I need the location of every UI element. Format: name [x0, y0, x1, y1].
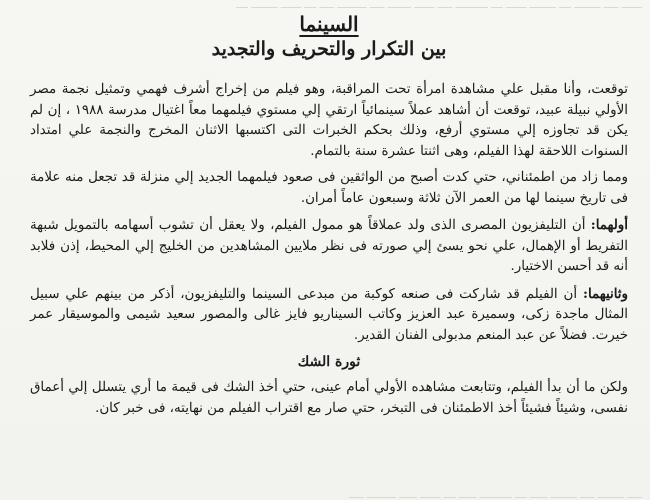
- paragraph-2: [30, 168, 628, 209]
- paragraph-1: [30, 80, 628, 162]
- paragraph-lead: أولهما:: [590, 217, 628, 233]
- paragraph-4: [30, 284, 628, 347]
- closing-paragraph: ولكن ما أن بدأ الفيلم، وتتابعت مشاهده الأولي أمام عينى، حتي أخذ الشك فى قيمة ما أري يتسلل إلي أعماق نفسى، وشيئاً فشيئاً أخذ الاطمئنان فى التبخر، حتي صار مع اقتراب الفيلم من نهايته، فى خبر كان.: [30, 380, 628, 416]
- article: [30, 12, 628, 425]
- paragraph-lead: وثانيهما:: [583, 285, 628, 302]
- paragraph-text: أن الفيلم قد شاركت فى صنعه كوكبة من مبدعى السينما والتليفزيون، أذكر من بينهم علي سبيل المثال ماجدة زكى، وسميرة عبد العزيز وكاتب السيناريو فايز غالى والمصور سعيد شيمى والموسيقار عمر خيرت. فضلاً عن عبد المنعم مدبولى الفنان القدير.: [30, 286, 628, 343]
- paragraph-text: ومما زاد من اطمئناني، حتي كدت أصبح من الواثقين فى صعود فيلمهما الجديد إلي منزلة قد تجعل منه علامة فى تاريخ سينما لها من العمر الآن ثلاثة وسبعون عاماً أمران.: [30, 170, 628, 206]
- page-title: السينما: [299, 12, 359, 36]
- paragraph-text: أن التليفزيون المصرى الذى ولد عملاقاً هو ممول الفيلم، ولا يعقل أن تشوب أسهامه بالتمويل شبهة التفريط أو الإهمال، علي نحو يسئ إلي صورته فى نظر ملايين المشاهدين من الخليج إلي المحيط، إذن فلابد أنه قد أحسن الاختيار.: [30, 218, 628, 274]
- paragraph-text: توقعت، وأنا مقبل علي مشاهدة امرأة تحت المراقبة، وهو فيلم من إخراج أشرف فهمي وتمثيل نجمة مصر الأولي نبيلة عبيد، توقعت أن أشاهد عملاً سينمائياً ارتقي إلي مستوي فيلمهما معاً اغتيال مدرسة ١٩٨٨ ، إن لم يكن قد تجاوزه إلي مستوي أرفع، وذلك بحكم الخبرات التى اكتسبها الاثنان المخرج والنجمة علي امتداد السنوات اللاحقة لهذا الفيلم، وهى اثنتا عشرة سنة بالتمام.: [30, 82, 628, 159]
- bleed-through-text-bottom: ـــــ ـــــــــ ـــــ ـــــــــ ــــــ ــــ ـــــــــــ ــــــ ــــ ـــــــ ــــــ ــــــــــ ـــــ: [348, 490, 642, 500]
- paragraph-3: [30, 215, 628, 278]
- page-subtitle: بين التكرار والتحريف والتجديد: [211, 38, 447, 60]
- bleed-through-text-top: ـــــــ ـــــ ـــــــــ ــــ ـــــــــ ـــــــ ــــ ـــــــــــ ـــــ ـــــــ ــــــــ ـــــ ــــــــــ ـــــ ــــ ـــــــ ـــــــــ ــــ: [236, 0, 642, 10]
- section-heading: ثورة الشك: [297, 354, 361, 370]
